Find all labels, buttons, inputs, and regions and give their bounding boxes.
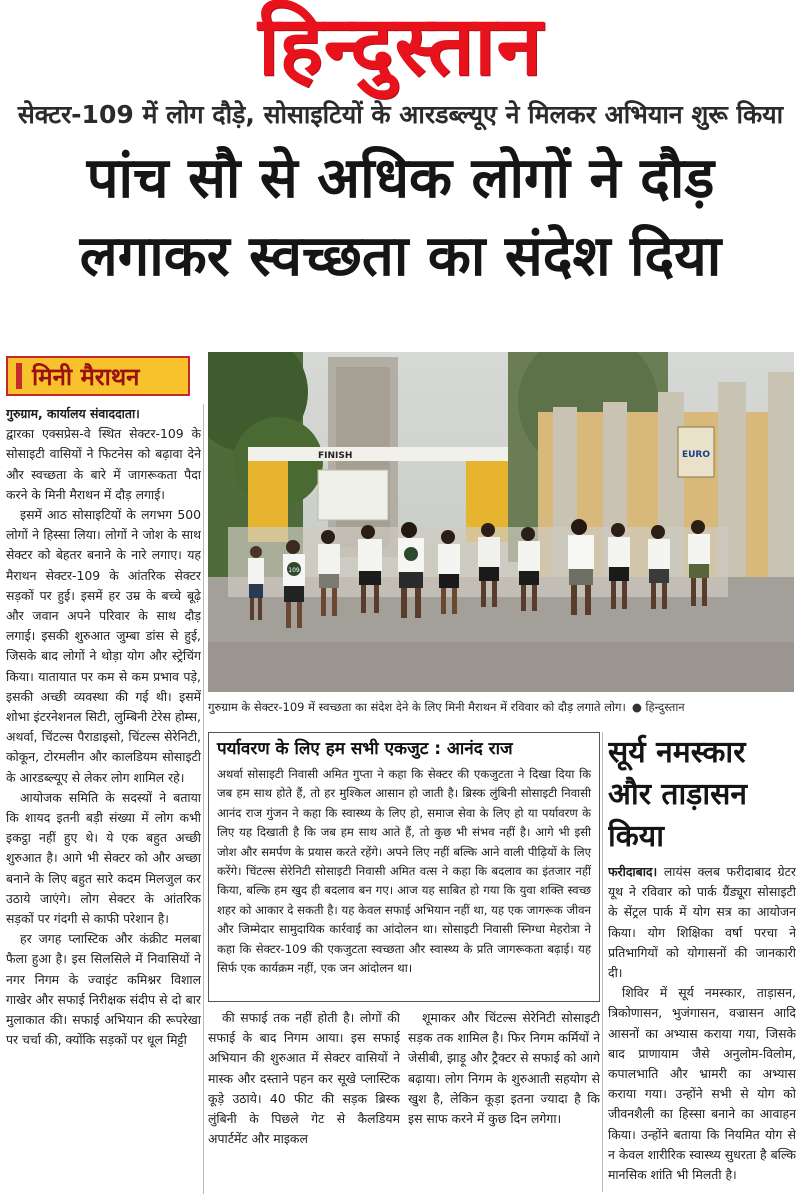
story-continuation-column-1 [208, 1008, 400, 1194]
stage-board [318, 470, 388, 520]
section-tag [6, 356, 190, 396]
photo-credit: ● हिन्दुस्तान [631, 699, 685, 714]
masthead [0, 0, 801, 95]
quote-box-text: अथर्वा सोसाइटी निवासी अमित गुप्ता ने कहा कि सेक्टर की एकजुटता ने दिखा दिया कि जब हम साथ होते हैं, तो हर मुश्किल आसान हो जाती है। ब्रिस्क लुंबिनी सोसाइटी निवासी आनंद राज गुंजन ने कहा कि स्वास्थ्य के लिए हो, समाज सेवा के लिए हो या पर्यावरण के लिए यह दिखाती है कि जब हम साथ आते हैं, तो कुछ भी संभव नहीं है। आगे भी इसी जोश और समर्पण के प्रयास करते रहेंगे। अपने लिए नहीं बल्कि आने वाली पीढ़ियों के लिए करेंगे। चिंटल्स सेरेनिटी सोसाइटी निवासी अमित वत्स ने कहा कि बदलाव का इंतजार नहीं किया, बल्कि हम खुद ही बदलाव बन गए। आज यह साबित हो गया कि युवा शक्ति स्वच्छ शहर को आकार दे सकती है। यह केवल सफाई अभियान नहीं था, यह एक जागरूक जीवन और जिम्मेदार सामुदायिक कार्रवाई का आंदोलन था। सोसाइटी निवासी स्निग्धा मेहरोत्रा ने कहा कि सेक्टर-109 की एकजुटता स्वच्छता और स्वास्थ्य के प्रति जागरूकता बढ़ाई। यह सिर्फ एक कार्यक्रम नहीं, एक जन आंदोलन था। [217, 767, 591, 976]
headline-line-1: पांच सौ से अधिक लोगों ने दौड़ [86, 146, 715, 211]
runner-bib-text: 109 [288, 567, 300, 574]
story-paragraph: शूमाकर और चिंटल्स सेरेनिटी सोसाइटी सड़क तक शामिल है। फिर निगम कर्मियों ने जेसीबी, झाड़ू और ट्रैक्टर से सफाई को आगे बढ़ाया। लोग निगम के शुरुआती सहयोग से खुश है, लेकिन कूड़ा इतना ज्यादा है कि इस साफ करने में कुछ दिन लगेगा। [408, 1010, 600, 1127]
sidebar-quote-box [208, 732, 600, 1002]
photo-caption-text: गुरुग्राम के सेक्टर-109 में स्वच्छता का संदेश देने के लिए मिनी मैराथन में रविवार को दौड़ लगाते लोग। [208, 699, 626, 714]
photo-caption [208, 694, 794, 720]
section-tag-label: मिनी मैराथन [32, 362, 140, 391]
story-paragraph: इसमें आठ सोसाइटियों के लगभग 500 लोगों ने हिस्सा लिया। लोगों ने जोश के साथ सेक्टर को बेहतर बनाने के नारे लगाए। यह मैराथन सेक्टर-109 के आंतरिक सेक्टर सड़कों पर हुई। इसमें हर उम्र के बच्चे बूढ़े और जवान अपने परिवार के साथ दौड़ लगाई। इसकी शुरुआत जुम्बा डांस से हुई, जिसके बाद लोगों ने थोड़ा योग और स्ट्रेचिंग किया। यातायात पर कम से कम प्रभाव पड़े, इसकी अच्छी व्यवस्था की गई थी। इसमें शोभा इंटरनेशनल सिटी, लुम्बिनी टेरेस होम्स, अथर्वा, चिंटल्स पैराडाइसो, चिंटल्स सेरेनिटी, कोकून, टोरमलीन और कालडियम सोसाइटी के आरडब्ल्यूए से लेकर लोग शामिल रहे। [6, 507, 201, 785]
story-left-column [6, 404, 201, 1194]
headline-line-2: लगाकर स्वच्छता का संदेश दिया [79, 224, 722, 289]
kicker-headline: सेक्टर-109 में लोग दौड़े, सोसाइटियों के आरडब्ल्यूए ने मिलकर अभियान शुरू किया [17, 100, 784, 129]
yoga-story [608, 732, 796, 1194]
story-continuation-column-2 [408, 1008, 600, 1194]
marathon-photo [208, 352, 794, 692]
dateline: गुरुग्राम, कार्यालय संवाददाता। [6, 406, 140, 421]
finish-banner [248, 447, 508, 461]
photo-credit-text: हिन्दुस्तान [645, 699, 685, 714]
column-divider-right [602, 732, 603, 1192]
story-paragraph: द्वारका एक्सप्रेस-वे स्थित सेक्टर-109 के सोसाइटी वासियों ने फिटनेस को बढ़ावा देने और स्वच्छता के बारे में जागरूकता पैदा करने के मिनी मैराथन में दौड़ लगाई। [6, 426, 201, 502]
yoga-story-paragraph: लायंस क्लब फरीदाबाद ग्रेटर यूथ ने रविवार को पार्क ग्रैंड्यूरा सोसाइटी के सेंट्रल पार्क में योग सत्र का आयोजन किया। योग शिक्षिका वर्षा परचा ने प्रतिभागियों को योगासनों की जानकारी दी। [608, 864, 796, 981]
yoga-story-paragraph: शिविर में सूर्य नमस्कार, ताड़ासन, त्रिकोणासन, भुजंगासन, वज्रासन आदि आसनों का अभ्यास कराया गया, जिसके बाद प्राणायाम जैसे अनुलोम-विलोम, कपालभाति और भ्रामरी का अभ्यास कराया गया। उन्होंने सभी से योग को जीवनशैली का हिस्सा बनाने का आवाहन किया। उन्होंने बताया कि नियमित योग से न केवल शारीरिक स्वास्थ्य सुधरता है बल्कि मानसिक शांति भी मिलती है। [608, 985, 796, 1183]
newspaper-logo: हिन्दुस्तान [257, 0, 544, 94]
marathon-photo-illustration [208, 352, 794, 692]
finish-banner-text: FINISH [318, 451, 353, 461]
column-divider-left [203, 404, 204, 1194]
story-paragraph: आयोजक समिति के सदस्यों ने बताया कि शायद इतनी बड़ी संख्या में लोग कभी इकट्ठा नहीं हुए थे। ये एक बहुत अच्छी शुरुआत है। आगे भी सेक्टर को और अच्छा बनाने के लिए बहुत सारे कदम मिलजुल कर उठाये जाएंगे। लोग सेक्टर के आंतरिक सड़कों पर गंदगी से काफी परेशान है। [6, 789, 201, 927]
tag-bar [16, 363, 22, 389]
story-paragraph: की सफाई तक नहीं होती है। लोगों की सफाई के बाद निगम आया। इस सफाई अभियान की शुरुआत में सेक्टर वासियों ने मास्क और दस्ताने पहन कर सूखे प्लास्टिक कूड़े उठाये। 40 फीट की सड़क ब्रिस्क लुंबिनी के पिछले गेट से कैलडियम अपार्टमेंट और माइकल [208, 1010, 400, 1147]
quote-box-title: पर्यावरण के लिए हम सभी एकजुट : आनंद राज [217, 739, 513, 759]
poster-text: EURO [681, 450, 711, 460]
yoga-story-title: सूर्य नमस्कार और ताड़ासन किया [608, 735, 748, 854]
main-headline [4, 140, 797, 296]
yoga-story-dateline: फरीदाबाद। [608, 864, 658, 879]
story-paragraph: हर जगह प्लास्टिक और कंक्रीट मलबा फैला हुआ है। इस सिलसिले में निवासियों ने नगर निगम के ज्वाइंट कमिश्नर विशाल गाखेर और सफाई निरीक्षक संदीप से दो बार मुलाकात की। सफाई अभियान की रूपरेखा पर चर्चा की, क्योंकि सड़कों पर धूल मिट्टी [6, 931, 201, 1048]
